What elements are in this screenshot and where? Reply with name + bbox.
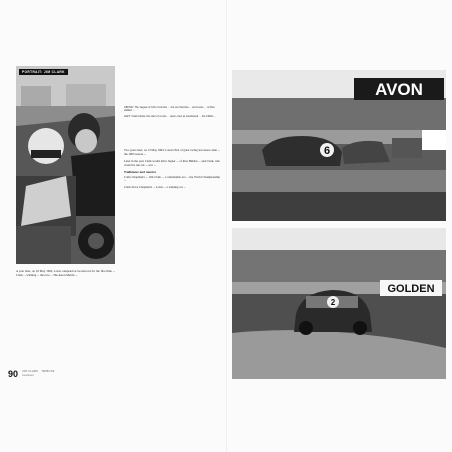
car-number-two: 2 bbox=[330, 298, 336, 307]
body-paragraph: Later in the year Clark would drive Jaguar ... of Ron Hidden ... and Clark, who would be run out ... as it ... bbox=[124, 158, 220, 167]
page-gutter bbox=[226, 0, 227, 452]
car-number-six: 6 bbox=[323, 145, 331, 157]
caption-above: ABOVE: The Jaguar of John Coombs ... the car that Ilea ... and Lotus ... of Ron Hidden ... bbox=[124, 106, 215, 113]
portrait-photo bbox=[16, 66, 115, 264]
caption-block bbox=[124, 106, 220, 118]
running-title: JIM CLARK · TRIBUTE bbox=[22, 370, 55, 373]
caption-left: LEFT: Clark before the start of a race ... team crew at Goodwood ... the 1960s ... bbox=[124, 114, 217, 118]
race-photo-bottom bbox=[232, 228, 446, 379]
race-illustration-top bbox=[232, 70, 446, 221]
portrait-illustration bbox=[16, 66, 115, 264]
avon-sign: AVON bbox=[375, 80, 423, 99]
body-paragraph: A year later, on 18 May 1962, Lotus competed at Goodwood for the first time ... Clark ... winning ... the race ... The Aston Martin ... bbox=[16, 269, 115, 277]
body-paragraph: Two years later, on 13 May 1963, Lotus's first of great racing successes came ... the 1963 season ... bbox=[124, 148, 220, 156]
portrait-tag: PORTRAIT: JIM CLARK bbox=[19, 69, 68, 75]
race-illustration-bottom bbox=[232, 228, 446, 379]
section-subhead: Trailblazer and mentor bbox=[124, 169, 157, 174]
running-subtitle: Goodwood bbox=[22, 374, 34, 377]
golden-sign: GOLDEN bbox=[387, 283, 435, 295]
page-number: 90 bbox=[8, 369, 19, 379]
body-paragraph: Clark drove Chapman's ... Lotus ... a winning car ... bbox=[124, 185, 186, 190]
body-paragraph: Colin Chapman's ... Jim Clark ... a remarkable era ... the World Championship ... bbox=[124, 174, 220, 183]
left-text-column bbox=[16, 270, 115, 281]
middle-text-column bbox=[124, 149, 220, 193]
race-photo-top bbox=[232, 70, 446, 221]
